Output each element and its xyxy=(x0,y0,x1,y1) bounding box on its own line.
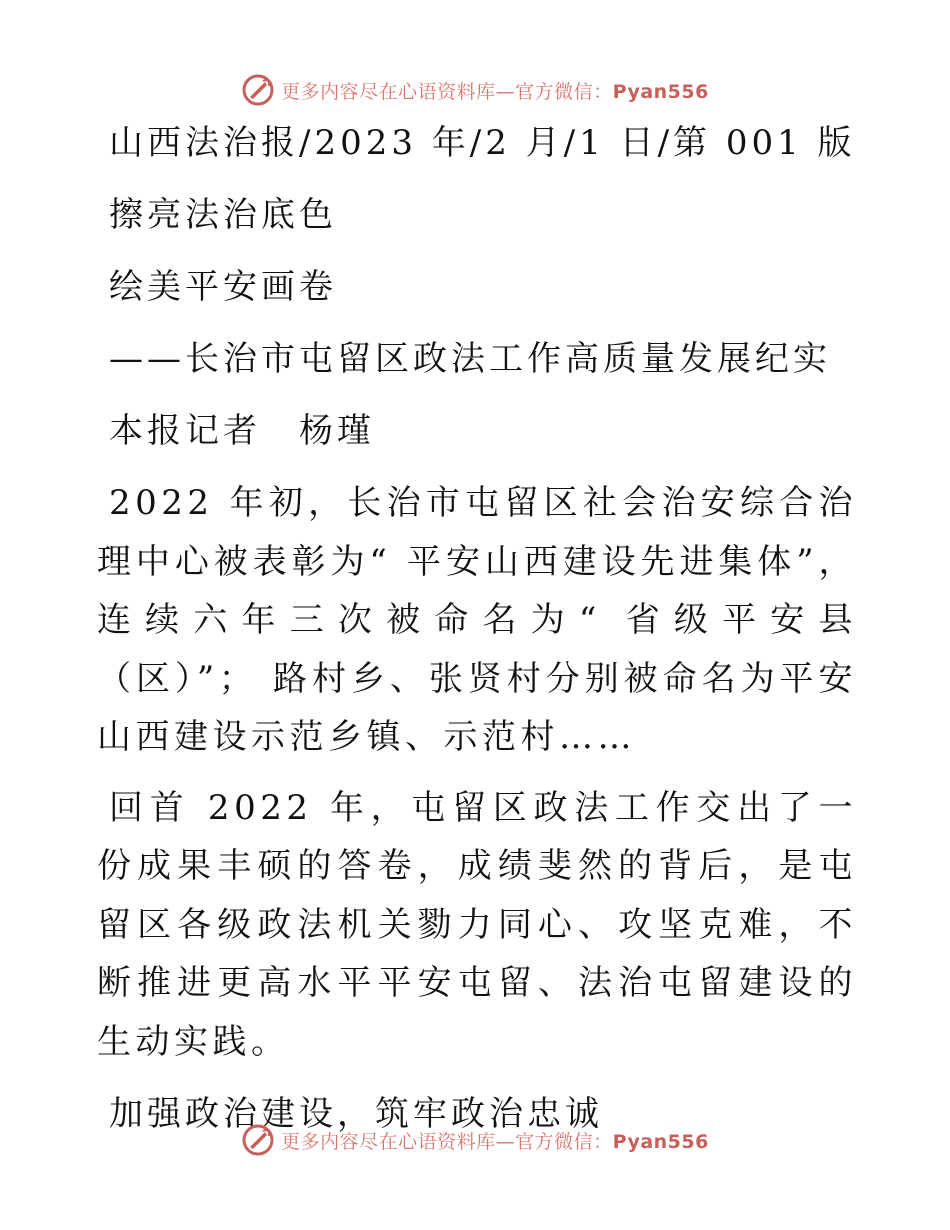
quill-emblem-icon xyxy=(241,73,275,107)
watermark-label: 更多内容尽在心语资料库—官方微信： xyxy=(281,1130,613,1153)
footer-watermark-banner xyxy=(0,1120,950,1160)
watermark-group xyxy=(241,73,709,107)
header-watermark-banner xyxy=(0,70,950,110)
article-body xyxy=(97,112,857,1145)
paragraph-1: 2022 年初，长治市屯留区社会治安综合治理中心被表彰为“ 平安山西建设先进集体”，连续六年三次被命名为“ 省级平安县（区）”； 路村乡、张贤村分别被命名为平安山西建设示范乡镇、示范村…… xyxy=(97,483,857,757)
section-heading: 加强政治建设，筑牢政治忠诚 xyxy=(109,1094,603,1134)
headline-1: 擦亮法治底色 xyxy=(109,195,337,235)
watermark-group xyxy=(241,1123,709,1157)
paragraph-2: 回首 2022 年，屯留区政法工作交出了一份成果丰硕的答卷，成绩斐然的背后，是屯留区各级政法机关勠力同心、攻坚克难，不断推进更高水平平安屯留、法治屯留建设的生动实践。 xyxy=(97,787,857,1062)
byline: 本报记者 杨瑾 xyxy=(109,411,375,451)
watermark-text xyxy=(281,77,709,104)
wechat-id: Pyan556 xyxy=(612,1130,709,1153)
headline-2: 绘美平安画卷 xyxy=(109,267,337,307)
quill-emblem-icon xyxy=(241,1123,275,1157)
subtitle: ——长治市屯留区政法工作高质量发展纪实 xyxy=(109,339,831,379)
watermark-text xyxy=(281,1127,709,1154)
watermark-label: 更多内容尽在心语资料库—官方微信： xyxy=(281,80,613,103)
wechat-id: Pyan556 xyxy=(612,80,709,103)
source-line: 山西法治报/2023 年/2 月/1 日/第 001 版 xyxy=(109,123,856,163)
